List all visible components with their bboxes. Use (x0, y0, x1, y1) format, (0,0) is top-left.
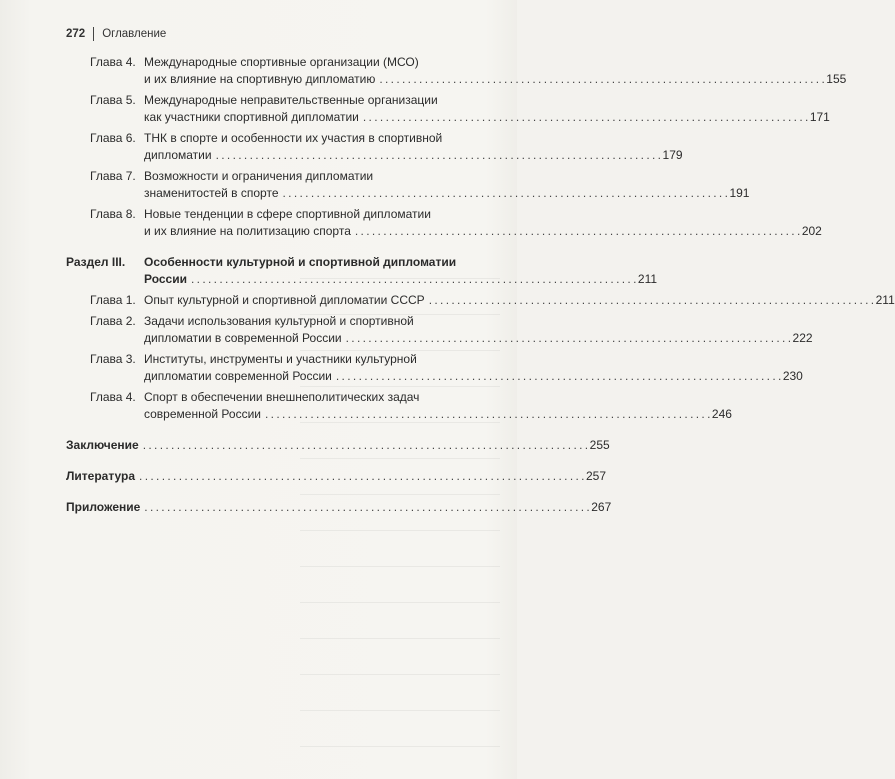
toc-entry-title: дипломатии современной России (144, 369, 332, 383)
toc-entry-label: Глава 2. (90, 314, 136, 328)
toc-entry-page: 267 (591, 500, 612, 514)
toc-entry-title: Международные неправительственные организации (144, 93, 438, 107)
toc-entry-label: Глава 6. (90, 131, 136, 145)
dot-leader (216, 147, 661, 164)
dot-leader (283, 185, 728, 202)
dot-leader (143, 437, 588, 454)
toc-entry-title: дипломатии (144, 148, 212, 162)
toc-entry-title: Новые тенденции в сфере спортивной дипломатии (144, 207, 431, 221)
toc-entry-page: 155 (826, 72, 847, 86)
toc-entry-label: Глава 3. (90, 352, 136, 366)
toc-entry-label: Глава 5. (90, 93, 136, 107)
toc-entry-title: Особенности культурной и спортивной дипломатии (144, 255, 457, 269)
header-title: Оглавление (102, 28, 167, 40)
dot-leader (429, 292, 874, 309)
toc-entry-page: 179 (662, 148, 683, 162)
toc-entry-title: Опыт культурной и спортивной дипломатии СССР (144, 293, 425, 307)
toc-entry-label: Глава 1. (90, 293, 136, 307)
page-number: 272 (66, 28, 86, 40)
toc-entry-title: и их влияние на политизацию спорта (144, 224, 351, 238)
toc-entry (66, 54, 847, 88)
toc-entry-title: знаменитостей в спорте (144, 186, 279, 200)
toc-entry (66, 254, 658, 288)
toc-entry-page: 191 (729, 186, 750, 200)
toc-entry (66, 168, 750, 202)
toc-entry (66, 206, 822, 240)
toc-entry (66, 437, 610, 454)
toc-entry (66, 92, 830, 126)
toc-entry-label: Глава 7. (90, 169, 136, 183)
dot-leader (265, 406, 710, 423)
toc-entry-title: Заключение (66, 438, 139, 452)
dot-leader (336, 368, 781, 385)
toc-entry-page: 246 (711, 407, 732, 421)
toc-entry-title: Задачи использования культурной и спортивной (144, 314, 414, 328)
toc-entry (66, 389, 732, 423)
dot-leader (144, 499, 589, 516)
toc-entry (66, 130, 683, 164)
toc-entry-page: 211 (637, 272, 658, 286)
toc-entry-page: 211 (875, 293, 895, 307)
toc-entry-label: Раздел III. (66, 255, 126, 269)
running-header (66, 27, 166, 41)
toc-entry-page: 230 (782, 369, 803, 383)
toc-entry-title: ТНК в спорте и особенности их участия в спортивной (144, 131, 443, 145)
dot-leader (363, 109, 808, 126)
toc-entry (66, 468, 607, 485)
dot-leader (379, 71, 824, 88)
toc-entry-title: Приложение (66, 500, 141, 514)
toc-entry-title: Возможности и ограничения дипломатии (144, 169, 374, 183)
toc-entry-page: 257 (585, 469, 607, 483)
toc-entry-page: 255 (589, 438, 610, 452)
toc-entry-title: как участники спортивной дипломатии (144, 110, 359, 124)
toc-entry-title: дипломатии в современной России (144, 331, 342, 345)
toc-entry-title: современной России (144, 407, 261, 421)
toc-entry-title: и их влияние на спортивную дипломатию (144, 72, 376, 86)
toc-entry (66, 499, 612, 516)
table-of-contents (66, 54, 895, 516)
toc-entry-title: Литература (66, 469, 136, 483)
toc-entry (66, 313, 813, 347)
toc-entry-label: Глава 4. (90, 390, 136, 404)
toc-entry-page: 171 (809, 110, 830, 124)
toc-entry-label: Глава 8. (90, 207, 136, 221)
dot-leader (191, 271, 636, 288)
header-divider (93, 27, 94, 41)
dot-leader (355, 223, 800, 240)
toc-entry-label: Глава 4. (90, 55, 136, 69)
toc-entry-page: 202 (801, 224, 822, 238)
toc-entry (66, 351, 803, 385)
toc-entry-title: Спорт в обеспечении внешнеполитических задач (144, 390, 420, 404)
toc-entry-title: Международные спортивные организации (МСО) (144, 55, 419, 69)
toc-entry-page: 222 (792, 331, 813, 345)
toc-entry-title: Институты, инструменты и участники культурной (144, 352, 417, 366)
toc-entry (66, 292, 895, 309)
dot-leader (346, 330, 791, 347)
toc-entry-title: России (144, 272, 187, 286)
dot-leader (139, 468, 584, 485)
